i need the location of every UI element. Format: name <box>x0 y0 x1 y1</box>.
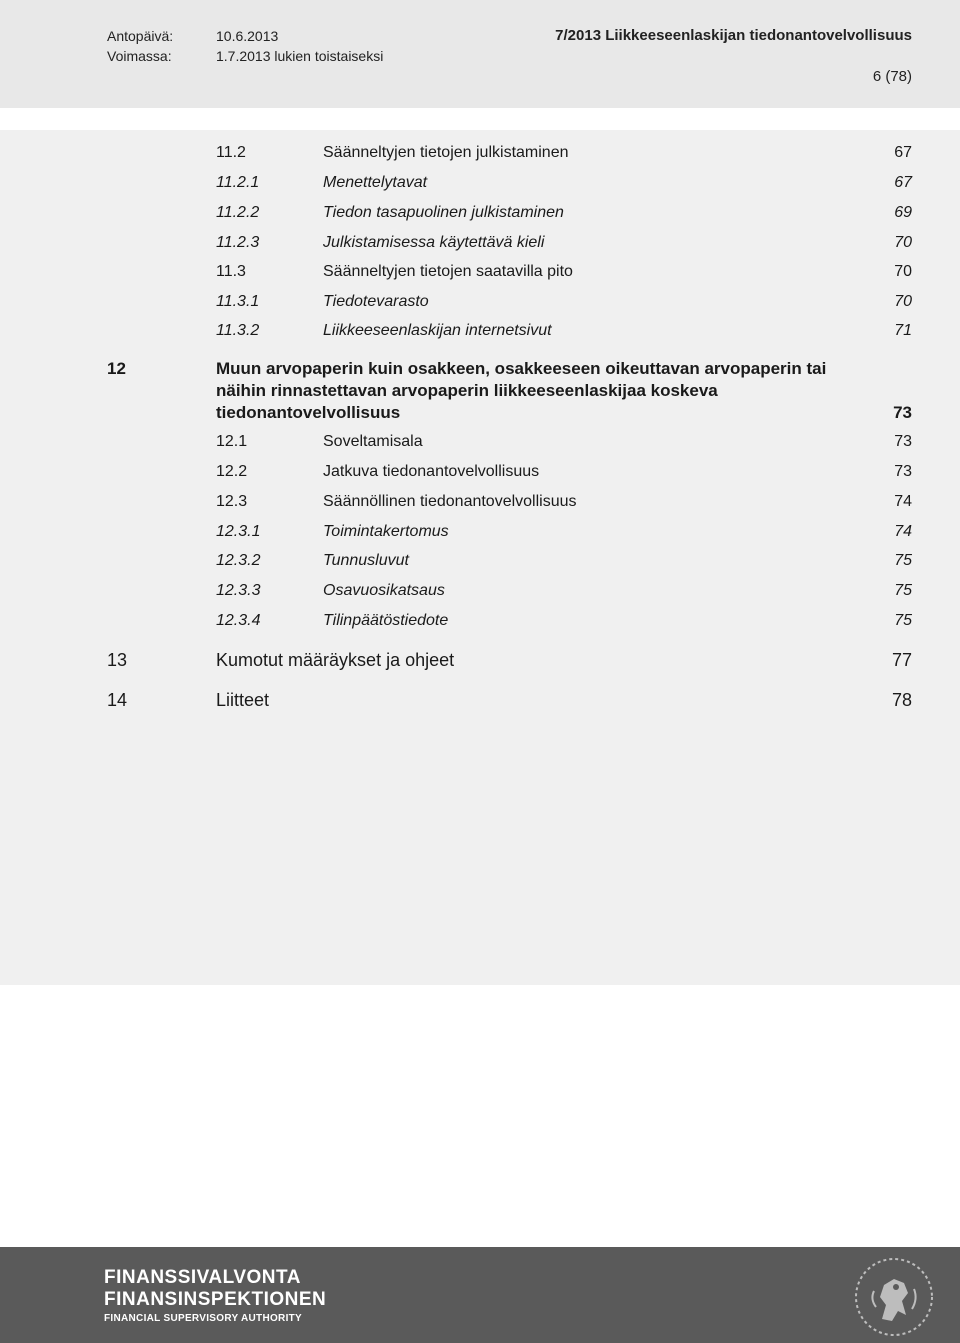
toc-entry-title: Tilinpäätöstiedote <box>323 612 449 629</box>
toc-entry-page: 74 <box>894 523 912 540</box>
toc-entry-number: 12.2 <box>216 463 248 480</box>
toc-entry-title: Menettelytavat <box>323 174 428 191</box>
toc-chapter-number: 13 <box>107 650 128 670</box>
logo-line-3: FINANCIAL SUPERVISORY AUTHORITY <box>104 1313 303 1324</box>
toc-entry-page: 69 <box>894 204 912 221</box>
toc-entry-title: Tunnusluvut <box>323 552 409 569</box>
toc-entry-title: Jatkuva tiedonantovelvollisuus <box>323 463 540 480</box>
toc-entry-title: Säänneltyjen tietojen saatavilla pito <box>323 263 573 280</box>
toc-entry-number: 12.3.3 <box>216 582 261 599</box>
toc-entry-title: Säännöllinen tiedonantovelvollisuus <box>323 493 577 510</box>
logo-line-1: FINANSSIVALVONTA <box>104 1267 301 1288</box>
toc-entry-number: 12.3.2 <box>216 552 261 569</box>
toc-chapter-page: 78 <box>891 690 912 710</box>
toc-chapter-title-line2: näihin rinnastettavan arvopaperin liikkeeseenlaskijaa koskeva <box>216 381 718 400</box>
toc-chapter-title: Kumotut määräykset ja ohjeet <box>216 650 455 670</box>
page-footer <box>0 1247 960 1343</box>
toc-chapter-title-line1: Muun arvopaperin kuin osakkeen, osakkeeseen oikeuttavan arvopaperin tai <box>216 359 827 378</box>
toc-entry-title: Osavuosikatsaus <box>323 582 445 599</box>
toc-entry-number: 12.1 <box>216 433 248 450</box>
toc-entry-title: Toimintakertomus <box>323 523 449 540</box>
toc-entry-number: 11.2 <box>216 144 246 161</box>
page-indicator: 6 (78) <box>872 68 912 85</box>
toc-chapter-page: 77 <box>891 650 912 670</box>
toc-entry-number: 12.3 <box>216 493 248 510</box>
toc-entry-title: Julkistamisessa käytettävä kieli <box>323 234 545 251</box>
toc-entry-page: 71 <box>894 322 912 339</box>
voimassa-label: Voimassa: <box>107 48 172 64</box>
toc-entry-number: 11.3.1 <box>216 293 260 310</box>
toc-entry-number: 11.3 <box>216 263 246 280</box>
toc-entry-page: 67 <box>894 144 912 161</box>
toc-entry-title: Liikkeeseenlaskijan internetsivut <box>323 322 552 339</box>
toc-entry-number: 11.2.1 <box>216 174 260 191</box>
voimassa-value: 1.7.2013 lukien toistaiseksi <box>216 48 384 64</box>
toc-chapter-title: Liitteet <box>216 690 270 710</box>
antopaiva-value: 10.6.2013 <box>216 28 279 44</box>
toc-chapter-page: 73 <box>893 403 912 422</box>
page-header <box>0 0 960 108</box>
toc-entry-number: 11.3.2 <box>216 322 260 339</box>
toc-entry-page: 70 <box>894 293 912 310</box>
antopaiva-label: Antopäivä: <box>107 28 174 44</box>
document-title: 7/2013 Liikkeeseenlaskijan tiedonantovelvollisuus <box>555 27 912 44</box>
lion-crest-icon <box>852 1255 936 1339</box>
toc-entry-page: 73 <box>894 433 912 450</box>
toc-entry-title: Tiedon tasapuolinen julkistaminen <box>323 204 564 221</box>
toc-entry-number: 12.3.4 <box>216 612 261 629</box>
toc-chapter-number: 12 <box>107 359 126 378</box>
toc-chapter-number: 14 <box>107 690 128 710</box>
table-of-contents <box>0 130 960 985</box>
toc-entry-page: 73 <box>894 463 912 480</box>
toc-entry-title: Säänneltyjen tietojen julkistaminen <box>323 144 569 161</box>
toc-entry-number: 11.2.3 <box>216 234 260 251</box>
toc-entry-number: 11.2.2 <box>216 204 260 221</box>
toc-entry-number: 12.3.1 <box>216 523 261 540</box>
toc-entry-page: 70 <box>894 234 912 251</box>
toc-entry-title: Tiedotevarasto <box>323 293 429 310</box>
toc-entry-page: 75 <box>894 552 912 569</box>
toc-chapter-title-line3: tiedonantovelvollisuus <box>216 403 401 422</box>
logo-line-2: FINANSINSPEKTIONEN <box>104 1289 327 1310</box>
toc-entry-page: 75 <box>894 612 912 629</box>
toc-entry-page: 70 <box>894 263 912 280</box>
toc-entry-page: 74 <box>894 493 912 510</box>
toc-entry-title: Soveltamisala <box>323 433 423 450</box>
toc-entry-page: 67 <box>894 174 912 191</box>
toc-entry-page: 75 <box>894 582 912 599</box>
